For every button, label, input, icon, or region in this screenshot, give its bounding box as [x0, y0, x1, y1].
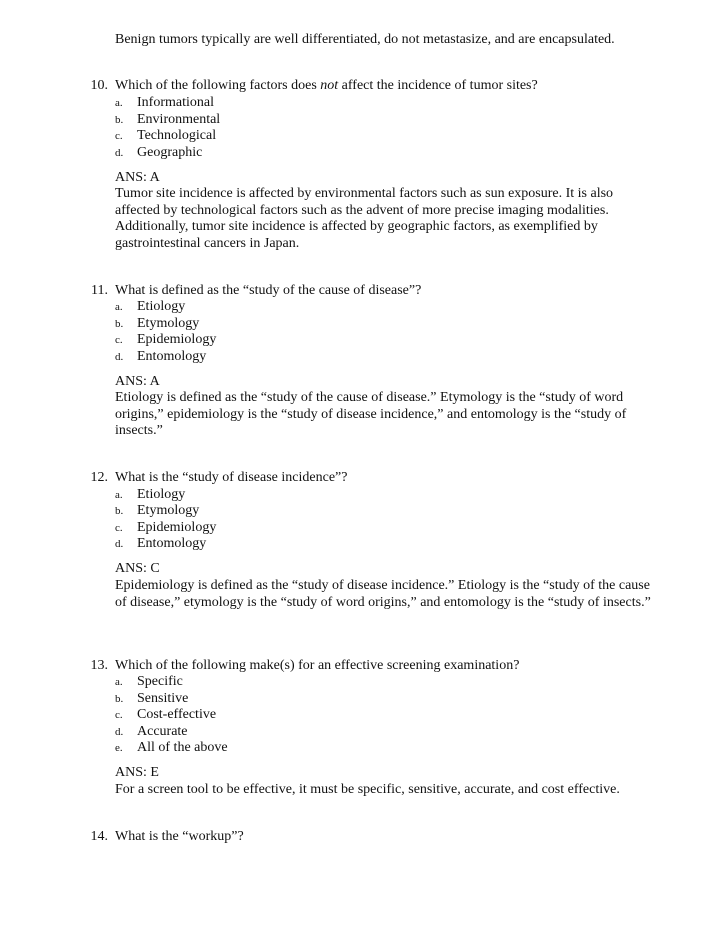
question-number: 10.: [90, 78, 108, 93]
option-letter: a.: [115, 489, 123, 501]
option-text: Etiology: [137, 299, 186, 314]
option-letter: d.: [115, 147, 124, 159]
option-letter: b.: [115, 693, 124, 705]
option-text: Technological: [137, 128, 217, 143]
option-letter: b.: [115, 318, 124, 330]
answer-explanation: Etiology is defined as the “study of the cause of disease.” Etymology is the “study of word origins,” epidemiology is the “study of disease incidence,” and entomology is the “study of insects.”: [115, 390, 627, 439]
option-letter: b.: [115, 114, 124, 126]
option-text: Epidemiology: [137, 520, 217, 535]
answer-key: ANS: A: [115, 170, 160, 185]
answer-explanation: For a screen tool to be effective, it must be specific, sensitive, accurate, and cost effective.: [115, 782, 620, 797]
emphasis: not: [320, 78, 339, 93]
option-letter: d.: [115, 351, 124, 363]
question-stem: What is the “workup”?: [115, 829, 244, 844]
option-text: Geographic: [137, 145, 203, 160]
answer-explanation: Tumor site incidence is affected by environmental factors such as sun exposure. It is also affected by technological factors such as the advent of more precise imaging modalities. Additionally, tumor site incidence is affected by geographic factors, as exemplified by gastrointestinal cancers in Japan.: [115, 186, 614, 252]
answer-explanation: Epidemiology is defined as the “study of disease incidence.” Etiology is the “study of the cause of disease,” etymology is the “study of word origins,” and entomology is the “study of insects.”: [115, 578, 651, 610]
question-stem: What is the “study of disease incidence”?: [115, 470, 348, 485]
option-letter: d.: [115, 726, 124, 738]
option-text: Environmental: [137, 112, 221, 127]
option-letter: a.: [115, 301, 123, 313]
option-text: Entomology: [137, 536, 207, 551]
option-text: Etymology: [137, 316, 200, 331]
answer-key: ANS: E: [115, 765, 159, 780]
option-letter: e.: [115, 742, 123, 754]
option-letter: d.: [115, 538, 124, 550]
option-text: Epidemiology: [137, 332, 217, 347]
option-text: Specific: [137, 674, 183, 689]
question-stem: Which of the following factors does not affect the incidence of tumor sites?: [115, 78, 538, 93]
option-text: Etiology: [137, 487, 186, 502]
option-text: Accurate: [137, 724, 188, 739]
option-letter: b.: [115, 505, 124, 517]
option-letter: a.: [115, 676, 123, 688]
option-letter: a.: [115, 97, 123, 109]
option-text: Sensitive: [137, 691, 189, 706]
question-stem: Which of the following make(s) for an effective screening examination?: [115, 658, 520, 673]
question-number: 13.: [90, 658, 108, 673]
question-number: 12.: [90, 470, 108, 485]
option-text: Informational: [137, 95, 214, 110]
option-letter: c.: [115, 130, 123, 142]
answer-key: ANS: C: [115, 561, 160, 576]
option-letter: c.: [115, 522, 123, 534]
intro-text: Benign tumors typically are well differentiated, do not metastasize, and are encapsulated.: [115, 32, 615, 47]
answer-key: ANS: A: [115, 374, 160, 389]
option-letter: c.: [115, 709, 123, 721]
option-text: Entomology: [137, 349, 207, 364]
option-letter: c.: [115, 334, 123, 346]
option-text: All of the above: [137, 740, 228, 755]
question-number: 11.: [91, 283, 108, 298]
option-text: Cost-effective: [137, 707, 217, 722]
question-stem: What is defined as the “study of the cause of disease”?: [115, 283, 422, 298]
question-number: 14.: [90, 829, 108, 844]
option-text: Etymology: [137, 503, 200, 518]
